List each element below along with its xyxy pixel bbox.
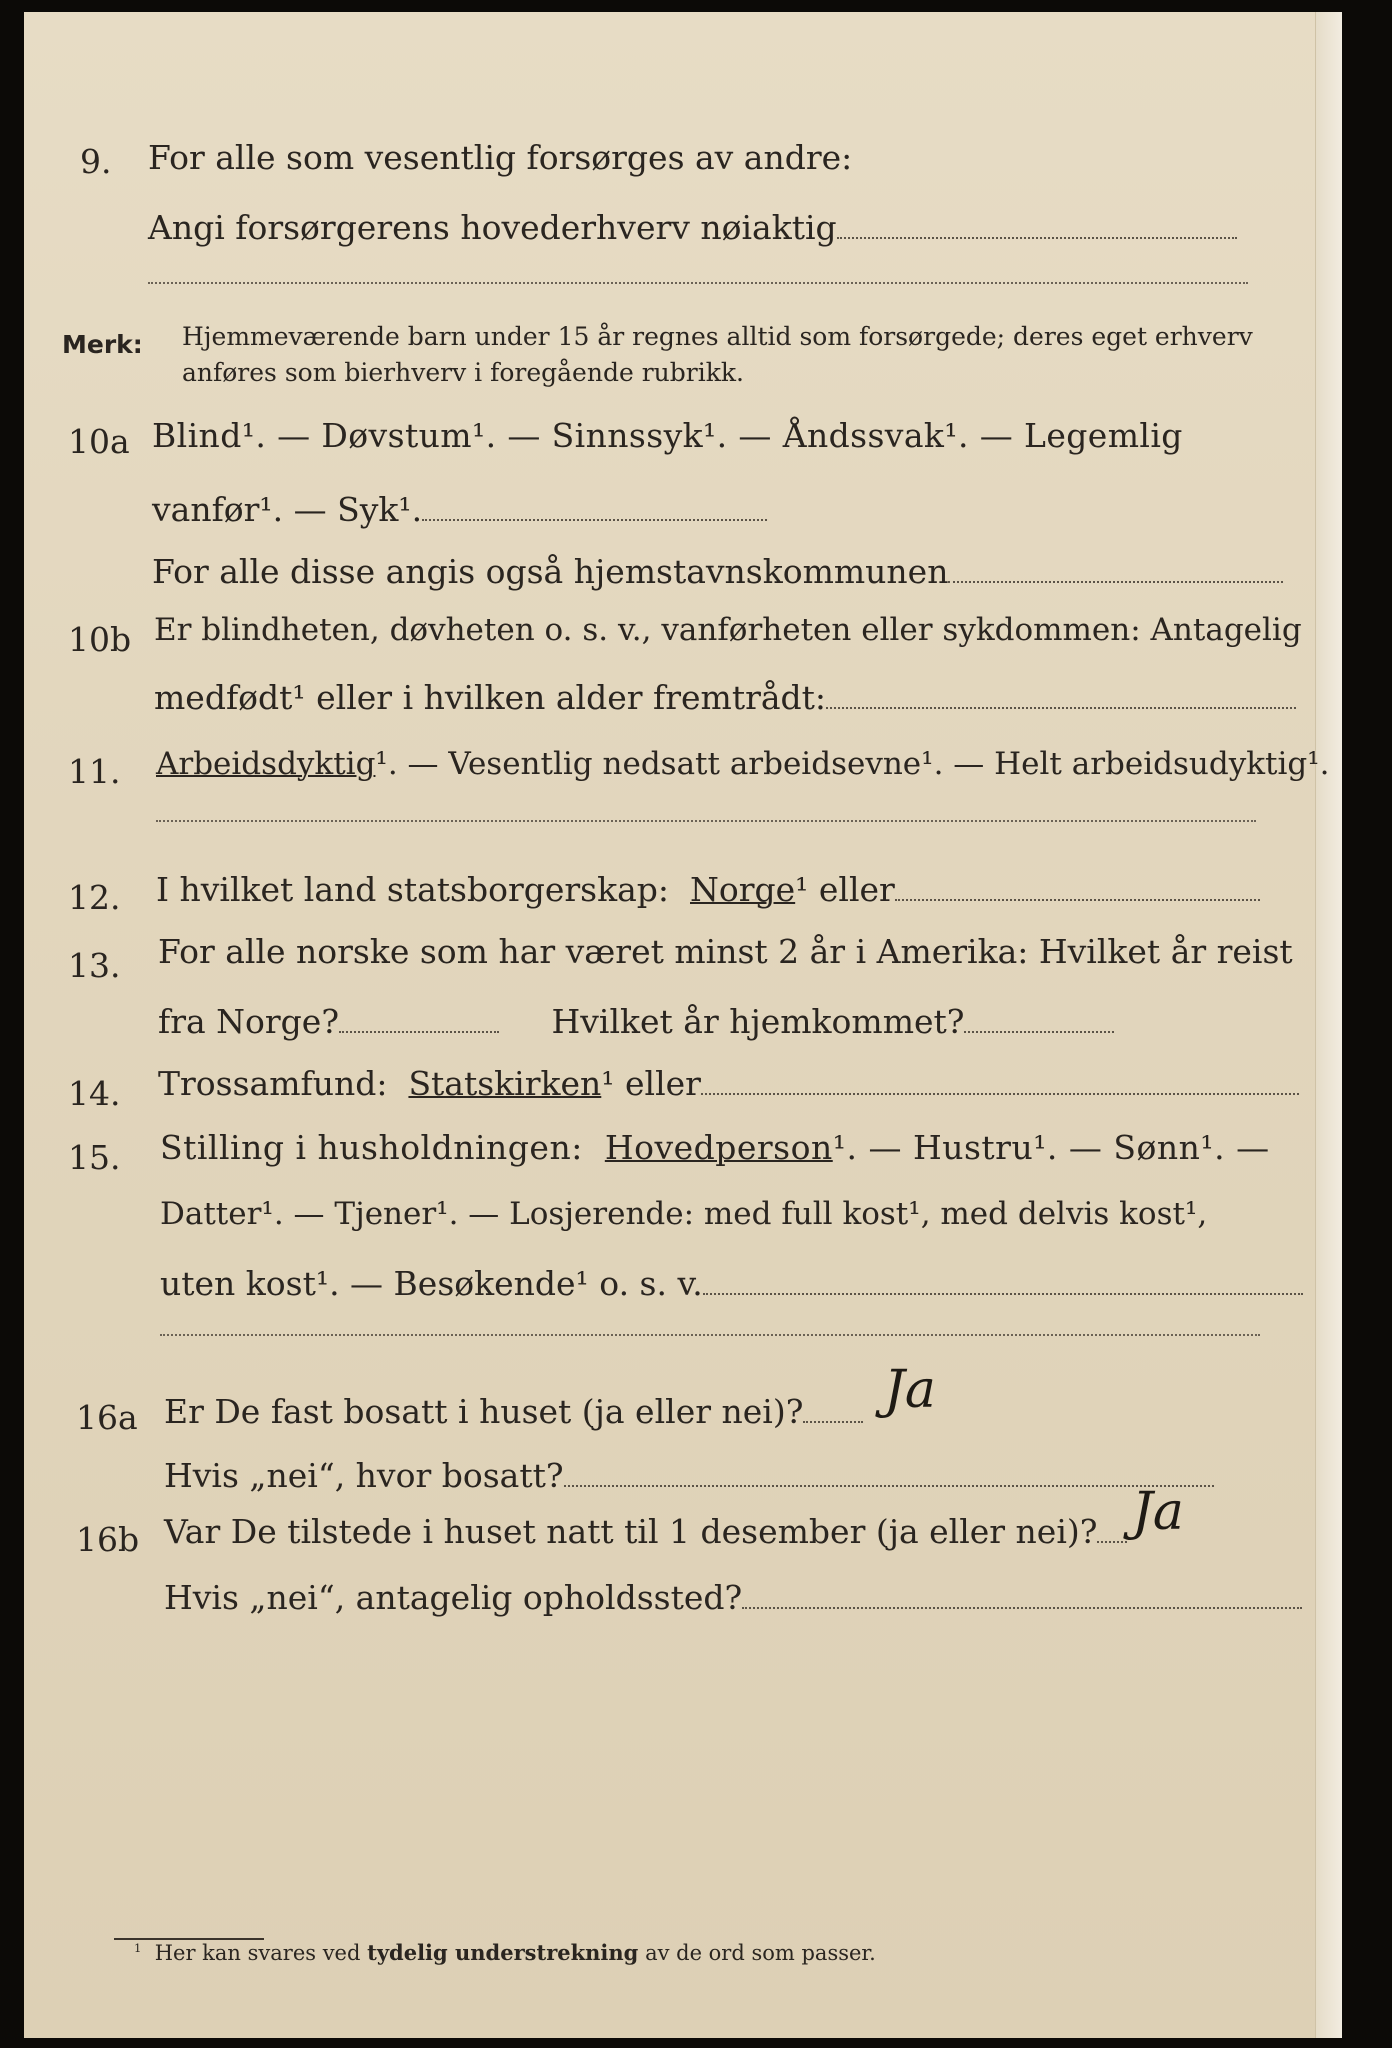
q15-line3-wrap [160,1264,1303,1303]
q16b-opholdssted-field[interactable] [742,1606,1302,1609]
q16a-bosatt-field[interactable] [564,1484,1214,1487]
q11-extra-rule [156,820,1256,822]
q10a-line1: Blind¹. — Døvstum¹. — Sinnssyk¹. — Åndssvak¹. — Legemlig [152,416,1183,455]
q16b-number: 16b [76,1520,140,1559]
q16b-line1-wrap [164,1512,1127,1551]
q15-line2: Datter¹. — Tjener¹. — Losjerende: med full kost¹, med delvis kost¹, [160,1196,1208,1232]
q12-answer-field[interactable] [895,898,1260,901]
q15-extra-rule [160,1334,1260,1336]
merk-line1: Hjemmeværende barn under 15 år regnes alltid som forsørgede; deres eget erhverv [182,322,1253,351]
q16a-line2: Hvis „nei“, hvor bosatt? [164,1456,564,1495]
q16a-number: 16a [76,1398,138,1437]
q16b-handwritten-answer: Ja [1132,1482,1184,1542]
q16a-line1-wrap [164,1392,863,1431]
q10a-line2-wrap [152,490,767,529]
q13-reist-field[interactable] [339,1030,499,1033]
q16a-line1: Er De fast bosatt i huset (ja eller nei)? [164,1392,804,1431]
q16a-line2-wrap [164,1456,1214,1495]
q15-number: 15. [68,1138,121,1177]
q10a-line3: For alle disse angis også hjemstavnskommunen [152,552,949,591]
q10a-number: 10a [68,422,130,461]
q14-eller: ¹ eller [601,1064,701,1103]
q10b-answer-field[interactable] [826,706,1296,709]
q14-underlined-answer: Statskirken [408,1064,602,1103]
q15-line3: uten kost¹. — Besøkende¹ o. s. v. [160,1264,703,1303]
q9-number: 9. [80,142,112,181]
footnote-mark: 1 [134,1941,142,1955]
q15-line1 [160,1128,1270,1167]
q16a-answer-field[interactable] [803,1420,863,1423]
footnote [134,1940,876,1965]
q12-text [156,870,1260,909]
q15-answer-field[interactable] [703,1292,1303,1295]
census-form-page [24,12,1342,2038]
merk-label: Merk: [62,330,143,359]
q9-extra-rule [148,282,1248,284]
q15-options-1: ¹. — Hustru¹. — Sønn¹. — [832,1128,1270,1167]
q13-line2 [158,1002,1114,1041]
q12-eller: ¹ eller [795,870,895,909]
q16a-handwritten-answer: Ja [884,1360,936,1420]
q16b-answer-field[interactable] [1097,1540,1127,1543]
q11-number: 11. [68,752,121,791]
q10b-number: 10b [68,620,132,659]
q13-line1: For alle norske som har været minst 2 år i Amerika: Hvilket år reist [158,932,1293,971]
footnote-text-a: Her kan svares ved [154,1941,361,1965]
q10a-hjemstavn-field[interactable] [948,580,1283,583]
q14-number: 14. [68,1074,121,1113]
q13-hjemkommet-label: Hvilket år hjemkommet? [551,1002,965,1041]
q9-line1: For alle som vesentlig forsørges av andre: [148,138,853,177]
q10a-answer-field[interactable] [422,518,767,521]
q9-line2-wrap [148,208,1237,247]
q10b-line2: medfødt¹ eller i hvilken alder fremtrådt: [154,678,827,717]
merk-line2: anføres som bierhverv i foregående rubrikk. [182,358,744,387]
footnote-text-b: tydelig understrekning [367,1940,639,1965]
q9-line2: Angi forsørgerens hovederhverv nøiaktig [148,208,837,247]
q15-underlined-answer: Hovedperson [604,1128,833,1167]
q11-rest: ¹. — Vesentlig nedsatt arbeidsevne¹. — Helt arbeidsudyktig¹. [375,746,1330,782]
q14-label: Trossamfund: [158,1064,388,1103]
q11-text [156,746,1330,782]
q10a-line3-wrap [152,552,1283,591]
q13-hjemkommet-field[interactable] [964,1030,1114,1033]
q10a-line2: vanfør¹. — Syk¹. [152,490,423,529]
q13-reist-label: fra Norge? [158,1002,340,1041]
q16b-line2: Hvis „nei“, antagelig opholdssted? [164,1578,743,1617]
q14-text [158,1064,1299,1103]
q12-number: 12. [68,878,121,917]
q11-underlined-answer: Arbeidsdyktig [156,746,376,782]
q12-label: I hvilket land statsborgerskap: [156,870,670,909]
q10b-line2-wrap [154,678,1296,717]
q14-answer-field[interactable] [701,1092,1299,1095]
q13-number: 13. [68,946,121,985]
q12-underlined-answer: Norge [690,870,796,909]
q16b-line1: Var De tilstede i huset natt til 1 desember (ja eller nei)? [164,1512,1098,1551]
footnote-text-c: av de ord som passer. [645,1941,876,1965]
q15-label: Stilling i husholdningen: [160,1128,583,1167]
paper-edge [1315,12,1342,2038]
q16b-line2-wrap [164,1578,1302,1617]
q10b-line1: Er blindheten, døvheten o. s. v., vanførheten eller sykdommen: Antagelig [154,612,1302,648]
q9-answer-field[interactable] [837,236,1237,239]
